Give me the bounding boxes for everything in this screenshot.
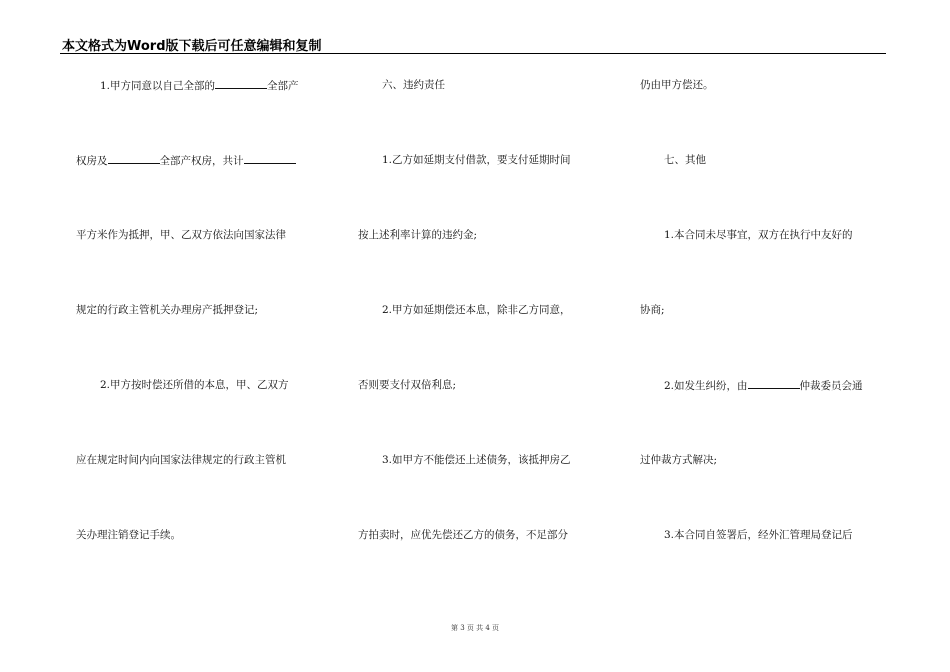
- page-number-footer: 第 3 页 共 4 页: [450, 624, 500, 632]
- text-column-1: [76, 0, 322, 672]
- text-line: [358, 378, 456, 392]
- text-line: [76, 528, 181, 542]
- text-segment: 六、违约责任: [382, 79, 445, 91]
- text-segment: 3.本合同自签署后，经外汇管理局登记后: [664, 529, 853, 541]
- text-line: [76, 78, 299, 93]
- text-line: [640, 303, 665, 317]
- text-line: [358, 228, 477, 242]
- text-line: [640, 228, 853, 242]
- text-column-2: [358, 0, 604, 672]
- text-line: [358, 528, 568, 542]
- text-line: [358, 153, 571, 167]
- text-segment: 权房及: [76, 155, 108, 167]
- text-segment: 全部产: [267, 80, 299, 92]
- text-segment: 1.本合同未尽事宜，双方在执行中友好的: [664, 229, 853, 241]
- text-line: [640, 378, 863, 393]
- text-line: [640, 153, 706, 167]
- text-line: [640, 78, 714, 92]
- text-line: [76, 228, 286, 242]
- text-line: [358, 453, 571, 467]
- text-segment: 全部产权房，共计: [159, 155, 244, 167]
- text-line: [358, 303, 571, 317]
- text-line: [358, 78, 445, 92]
- fill-in-blank: [215, 78, 267, 89]
- text-segment: 方拍卖时，应优先偿还乙方的债务，不足部分: [358, 529, 568, 541]
- text-line: [76, 303, 258, 317]
- text-segment: 仍由甲方偿还。: [640, 79, 714, 91]
- text-segment: 1.甲方同意以自己全部的: [100, 80, 216, 92]
- document-header-title: 本文格式为Word版下载后可任意编辑和复制: [62, 39, 322, 54]
- text-segment: 1.乙方如延期支付借款，要支付延期时间: [382, 154, 571, 166]
- text-segment: 2.甲方按时偿还所借的本息，甲、乙双方: [100, 379, 289, 391]
- fill-in-blank: [244, 153, 296, 164]
- text-segment: 仲裁委员会通: [799, 380, 863, 392]
- text-segment: 否则要支付双倍利息;: [358, 379, 457, 391]
- text-line: [76, 378, 289, 392]
- text-column-3: [640, 0, 886, 672]
- text-segment: 关办理注销登记手续。: [76, 529, 181, 541]
- fill-in-blank: [108, 153, 160, 164]
- text-segment: 应在规定时间内向国家法律规定的行政主管机: [76, 454, 286, 466]
- text-line: [76, 453, 286, 467]
- fill-in-blank: [748, 378, 800, 389]
- text-segment: 2.甲方如延期偿还本息，除非乙方同意，: [382, 304, 571, 316]
- text-segment: 3.如甲方不能偿还上述债务，该抵押房乙: [382, 454, 571, 466]
- text-segment: 按上述利率计算的违约金;: [358, 229, 478, 241]
- text-line: [76, 153, 296, 168]
- text-segment: 平方米作为抵押，甲、乙双方依法向国家法律: [76, 229, 286, 241]
- text-segment: 七、其他: [664, 154, 706, 166]
- text-segment: 协商;: [640, 304, 665, 316]
- text-segment: 过仲裁方式解决;: [640, 454, 718, 466]
- text-line: [640, 528, 853, 542]
- text-segment: 2.如发生纠纷，由: [664, 380, 748, 392]
- text-line: [640, 453, 717, 467]
- text-segment: 规定的行政主管机关办理房产抵押登记;: [76, 304, 259, 316]
